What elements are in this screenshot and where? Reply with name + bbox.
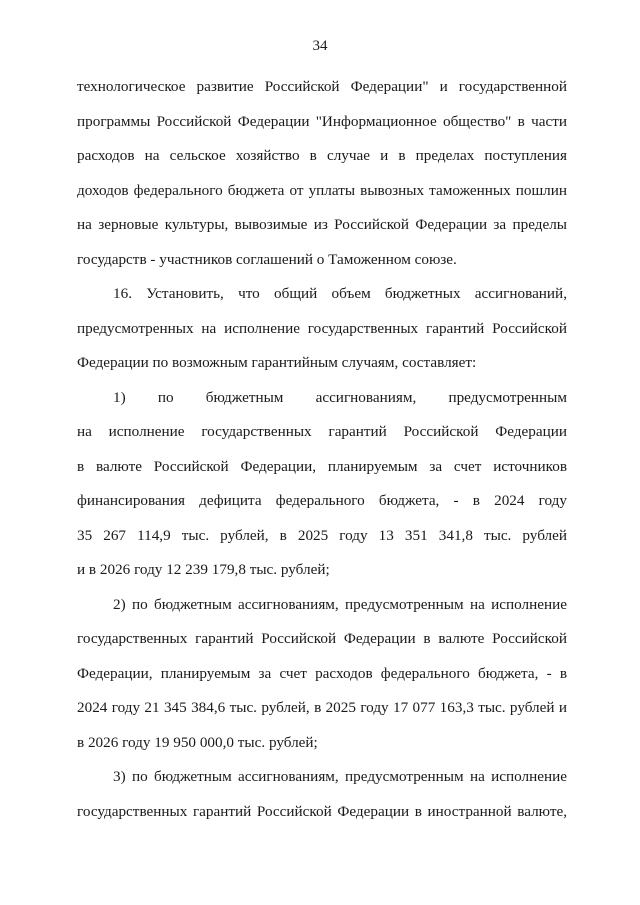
text-line: 3) по бюджетным ассигнованиям, предусмотренным на исполнение [113, 768, 567, 785]
paragraph-clause-16 [77, 277, 567, 381]
text-line: 16. Установить, что общий объем бюджетных ассигнований, [113, 285, 567, 302]
document-body [77, 70, 567, 829]
text-line: на исполнение государственных гарантий Российской Федерации [77, 423, 567, 440]
paragraph-item-3 [77, 760, 567, 829]
text-line: предусмотренных на исполнение государственных гарантий Российской [77, 319, 567, 337]
paragraph-continuation [77, 70, 567, 277]
text-line: и в 2026 году 12 239 179,8 тыс. рублей; [77, 561, 330, 578]
text-line: на зерновые культуры, вывозимые из Российской Федерации за пределы [77, 216, 567, 233]
paragraph-item-2 [77, 588, 567, 761]
page-number: 34 [312, 38, 328, 54]
paragraph-item-1 [77, 381, 567, 588]
text-line: государственных гарантий Российской Федерации в валюте Российской [77, 630, 567, 647]
text-line: государственных гарантий Российской Федерации в иностранной валюте, [77, 802, 567, 820]
text-line: Федерации, планируемым за счет расходов федерального бюджета, - в [77, 664, 567, 682]
text-line: в 2026 году 19 950 000,0 тыс. рублей; [77, 733, 318, 751]
text-line: 35 267 114,9 тыс. рублей, в 2025 году 13 351 341,8 тыс. рублей [77, 526, 567, 544]
text-line: финансирования дефицита федерального бюджета, - в 2024 году [77, 492, 567, 509]
text-line: 1) по бюджетным ассигнованиям, предусмотренным [113, 388, 567, 406]
text-line: 2) по бюджетным ассигнованиям, предусмотренным на исполнение [113, 595, 567, 613]
text-line: 2024 году 21 345 384,6 тыс. рублей, в 2025 году 17 077 163,3 тыс. рублей и [77, 699, 567, 716]
text-line: программы Российской Федерации "Информационное общество" в части [77, 112, 567, 130]
text-line: технологическое развитие Российской Федерации" и государственной [77, 78, 567, 95]
text-line: государств - участников соглашений о Таможенном союзе. [77, 250, 457, 268]
text-line: доходов федерального бюджета от уплаты вывозных таможенных пошлин [77, 181, 567, 199]
text-line: расходов на сельское хозяйство в случае и в пределах поступления [77, 147, 567, 164]
text-line: Федерации по возможным гарантийным случаям, составляет: [77, 354, 477, 371]
text-line: в валюте Российской Федерации, планируемым за счет источников [77, 457, 567, 475]
